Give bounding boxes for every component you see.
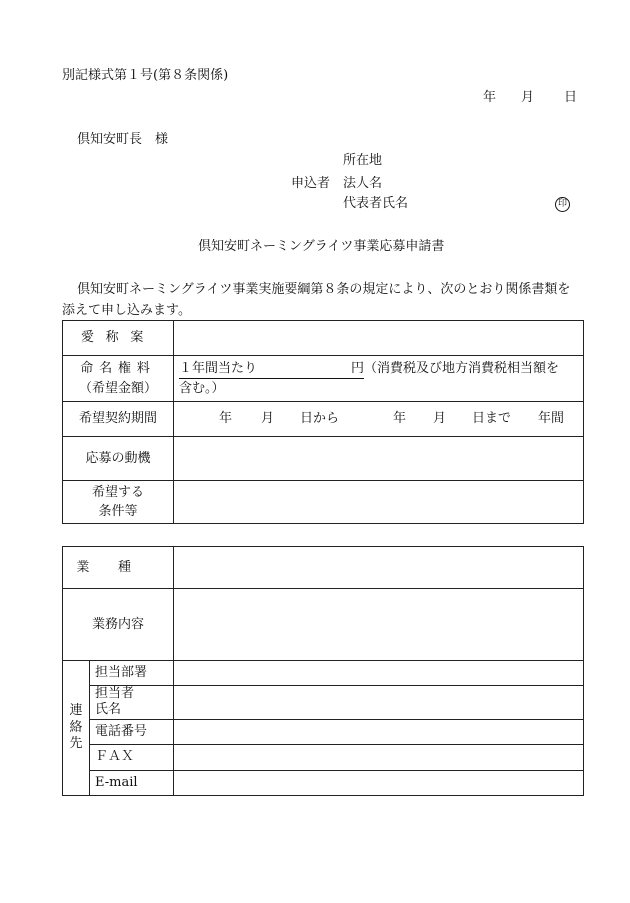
motive-label: 応募の動機 [85, 450, 151, 466]
fax-label-cell [90, 744, 174, 770]
fee-note-1: （消費税及び地方消費税相当額を [364, 360, 560, 376]
application-table [62, 320, 584, 524]
intro-line-1: 倶知安町ネーミングライツ事業実施要綱第８条の規定により、次のとおり関係書類を [77, 282, 571, 297]
conditions-input-cell[interactable] [174, 481, 584, 524]
industry-input-cell[interactable] [174, 547, 584, 589]
date-month-label: 月 [521, 90, 535, 105]
business-label-cell [63, 589, 174, 661]
fee-amount-field[interactable] [179, 359, 364, 380]
period-label: 希望契約期間 [78, 411, 157, 427]
fax-label: ＦＡＸ [95, 749, 135, 765]
fee-note-2: 含む。） [179, 381, 225, 396]
date-year-label: 年 [483, 90, 497, 105]
dept-row [63, 661, 584, 686]
person-row [63, 686, 584, 720]
intro-line-2: 添えて申し込みます。 [62, 303, 191, 318]
nickname-label-cell [63, 321, 174, 356]
dept-label-cell [90, 661, 174, 686]
conditions-row [63, 481, 584, 524]
dept-label: 担当部署 [95, 665, 148, 681]
person-label-1: 担当者 [95, 686, 135, 701]
period-day-to: 日まで [472, 411, 512, 426]
phone-label-cell [90, 719, 174, 744]
period-label-cell [63, 402, 174, 437]
address-label: 所在地 [343, 153, 383, 168]
conditions-label-2: 条件等 [98, 504, 138, 519]
fee-input-cell[interactable] [174, 356, 584, 402]
fax-row [63, 744, 584, 770]
period-month-to: 月 [433, 411, 447, 426]
motive-row [63, 437, 584, 481]
industry-label-cell [63, 547, 174, 589]
person-input-cell[interactable] [174, 686, 584, 720]
date-day-label: 日 [564, 90, 578, 105]
fee-prefix: １年間当たり [179, 360, 258, 376]
period-day-from: 日から [300, 411, 340, 426]
fax-input-cell[interactable] [174, 744, 584, 770]
industry-label: 業種 [76, 559, 160, 575]
period-years: 年間 [538, 411, 565, 426]
seal-mark-icon: 印 [555, 196, 570, 212]
fee-label: 命名権料 [80, 361, 156, 376]
business-input-cell[interactable] [174, 589, 584, 661]
addressee: 倶知安町長 様 [77, 132, 169, 147]
representative-name-label: 代表者氏名 [343, 196, 409, 211]
corporation-name-label: 法人名 [343, 176, 383, 191]
period-year-from: 年 [219, 411, 233, 426]
business-label: 業務内容 [92, 616, 145, 632]
period-input-cell[interactable] [174, 402, 584, 437]
email-label-cell [90, 770, 174, 795]
conditions-label-cell [63, 481, 174, 524]
contact-label-cell [63, 661, 90, 796]
period-year-to: 年 [393, 411, 407, 426]
email-label: E-mail [95, 774, 138, 790]
phone-row [63, 719, 584, 744]
email-input-cell[interactable] [174, 770, 584, 795]
nickname-row [63, 321, 584, 356]
motive-label-cell [63, 437, 174, 481]
form-number: 別記様式第１号(第８条関係) [62, 68, 229, 83]
fee-yen: 円 [351, 360, 365, 376]
nickname-input-cell[interactable] [174, 321, 584, 356]
document-title: 倶知安町ネーミングライツ事業応募申請書 [198, 239, 445, 254]
email-row [63, 770, 584, 795]
contact-label: 連絡先 [69, 703, 83, 751]
dept-input-cell[interactable] [174, 661, 584, 686]
fee-label-cell [63, 356, 174, 402]
conditions-label-1: 希望する [91, 484, 144, 500]
period-row [63, 402, 584, 437]
phone-input-cell[interactable] [174, 719, 584, 744]
period-month-from: 月 [261, 411, 275, 426]
fee-row [63, 356, 584, 402]
motive-input-cell[interactable] [174, 437, 584, 481]
person-label-cell [90, 686, 174, 720]
business-row [63, 589, 584, 661]
business-table [62, 546, 584, 796]
phone-label: 電話番号 [95, 723, 148, 739]
applicant-label: 申込者 [291, 176, 331, 191]
industry-row [63, 547, 584, 589]
person-label-2: 氏名 [95, 702, 122, 718]
fee-label-sub: （希望金額） [78, 380, 157, 396]
nickname-label: 愛称案 [80, 330, 156, 346]
